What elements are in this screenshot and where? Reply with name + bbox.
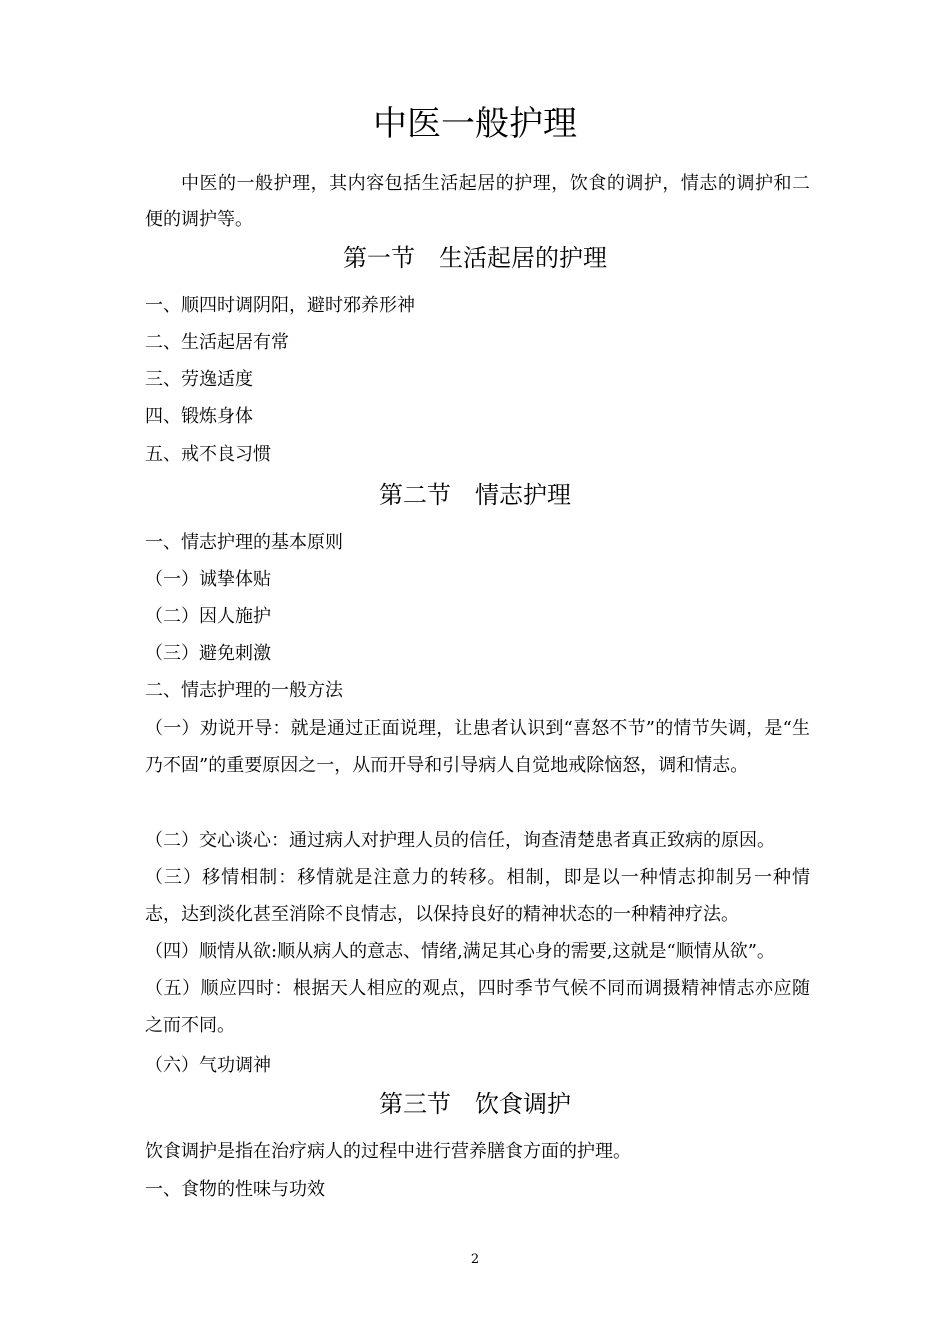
section-heading-2: 第二节 情志护理	[379, 481, 571, 509]
list-item: 一、食物的性味与功效	[145, 1179, 325, 1200]
page-title: 中医一般护理	[373, 104, 577, 144]
section-heading-3: 第三节 饮食调护	[379, 1090, 571, 1118]
list-item: （二）因人施护	[145, 606, 271, 627]
list-item: （三）移情相制：移情就是注意力的转移。相制，即是以一种情志抑制另一种情志，达到淡化甚至消除不良情志，以保持良好的精神状态的一种精神疗法。	[145, 867, 810, 925]
list-item: 一、情志护理的基本原则	[145, 532, 343, 553]
list-item: 饮食调护是指在治疗病人的过程中进行营养膳食方面的护理。	[145, 1141, 631, 1162]
page-number: 2	[470, 1252, 480, 1267]
list-item: （六）气功调神	[145, 1055, 271, 1076]
list-item: （五）顺应四时：根据天人相应的观点，四时季节气候不同而调摄精神情志亦应随之而不同。	[145, 978, 810, 1036]
list-item: 一、顺四时调阴阳，避时邪养形神	[145, 295, 415, 316]
list-item: （四）顺情从欲:顺从病人的意志、情绪,满足其心身的需要,这就是“顺情从欲”。	[145, 941, 775, 962]
section-heading-1: 第一节 生活起居的护理	[343, 244, 607, 272]
list-item: 四、锻炼身体	[145, 406, 253, 427]
list-item: 二、情志护理的一般方法	[145, 680, 343, 701]
list-item: （二）交心谈心：通过病人对护理人员的信任，询查清楚患者真正致病的原因。	[145, 830, 775, 851]
intro-paragraph: 中医的一般护理，其内容包括生活起居的护理，饮食的调护，情志的调护和二便的调护等。	[145, 173, 810, 230]
list-item: （一）劝说开导：就是通过正面说理，让患者认识到“喜怒不节”的情节失调，是“生乃不固”的重要原因之一，从而开导和引导病人自觉地戒除恼怒，调和情志。	[145, 718, 810, 776]
list-item: （三）避免刺激	[145, 643, 271, 664]
list-item: （一）诚挚体贴	[145, 569, 271, 590]
list-item: 五、戒不良习惯	[145, 444, 271, 465]
list-item: 二、生活起居有常	[145, 332, 289, 353]
list-item: 三、劳逸适度	[145, 369, 253, 390]
